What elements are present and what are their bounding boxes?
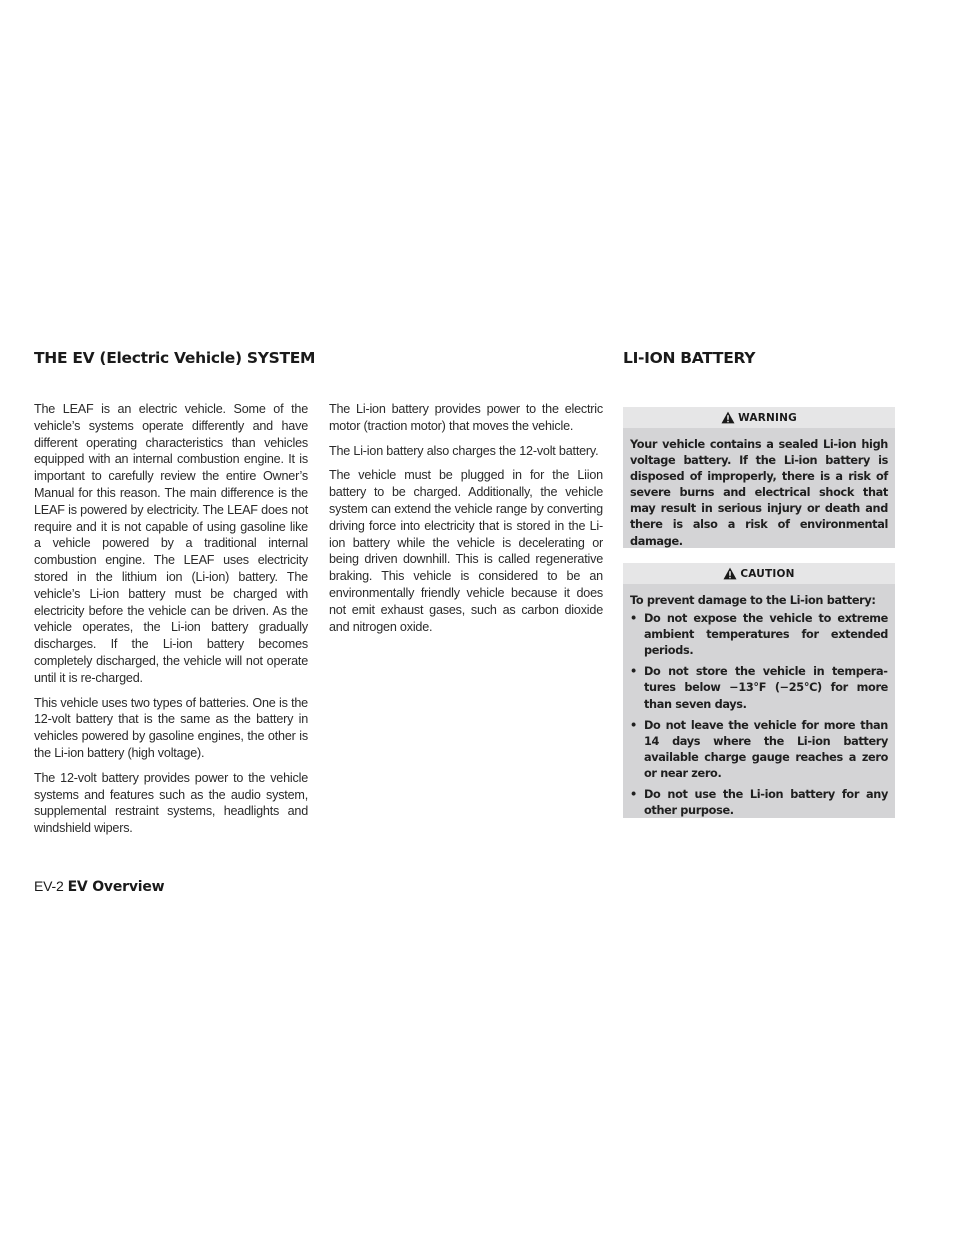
paragraph: The LEAF is an electric vehicle. Some of the vehicle’s systems operate differently and have different operating characteristics than vehicles equipped with an internal combustion engine. It is important to carefully review the entire Owner’s Manual for this reason. The main difference is the LEAF is powered by electricity. The LEAF does not require and it is not capable of using gasoline like a vehicle powered by a traditional internal combustion engine. The LEAF uses electricity stored in the lithium ion (Li-ion) battery. The vehicle’s Li-ion battery must be charged with electricity before the vehicle can be driven. As the vehicle operates, the Li-ion battery gradually discharges. If the Li-ion battery becomes completely discharged, the vehicle will not operate until it is re-charged. xyxy=(34,402,308,685)
page-footer xyxy=(34,878,164,895)
paragraph: The Li-ion battery also charges the 12-volt battery. xyxy=(329,443,599,458)
paragraph: The vehicle must be plugged in for the Liion battery to be charged. Additionally, the vehicle system can extend the vehicle range by converting driving force into electricity that is stored in the Li-ion battery while the vehicle is decelerating or being driven downhill. This is called regenerative braking. This vehicle is considered to be an environmentally friendly vehicle because it does not emit exhaust gases, such as carbon dioxide and nitrogen oxide. xyxy=(329,468,603,634)
paragraph: The Li-ion battery provides power to the electric motor (traction motor) that moves the vehicle. xyxy=(329,402,603,433)
warning-triangle-icon xyxy=(721,411,735,424)
paragraph: This vehicle uses two types of batteries. One is the 12-volt battery that is the same as the battery in vehicles powered by gasoline engines, the other is the Li-ion battery (high voltage). xyxy=(34,695,308,760)
caution-list xyxy=(630,611,888,819)
text-column-1 xyxy=(34,401,308,845)
caution-triangle-icon xyxy=(723,567,737,580)
list-item: • Do not use the Li-ion battery for any other purpose. xyxy=(630,787,888,819)
warning-box xyxy=(623,407,895,548)
paragraph: The 12-volt battery provides power to the vehicle systems and features such as the audio system, supplemental restraint systems, headlights and windshield wipers. xyxy=(34,770,308,836)
list-item: • Do not store the vehicle in temperatures below −13°F (−25°C) for more than seven days. xyxy=(630,664,888,712)
warning-label: WARNING xyxy=(738,411,797,424)
section-name: EV Overview xyxy=(67,879,165,895)
list-item: • Do not leave the vehicle for more than 14 days where the Li-ion battery available charge gauge reaches a zero or near zero. xyxy=(630,718,888,782)
section-heading-ev-system: THE EV (Electric Vehicle) SYSTEM xyxy=(34,349,316,367)
caution-label: CAUTION xyxy=(740,567,795,580)
warning-text: Your vehicle contains a sealed Li-ion high voltage battery. If the Li-ion battery is disposed of improperly, there is a risk of severe burns and electrical shock that may result in serious injury or death and there is also a risk of environmental damage. xyxy=(630,438,888,548)
caution-header xyxy=(623,563,895,584)
caution-intro: To prevent damage to the Li-ion battery: xyxy=(630,594,876,607)
text-column-2 xyxy=(329,401,603,643)
page-number: EV-2 xyxy=(34,878,64,894)
list-item: • Do not expose the vehicle to extreme ambient temperatures for extended periods. xyxy=(630,611,888,659)
warning-header xyxy=(623,407,895,428)
section-heading-li-ion-battery: LI-ION BATTERY xyxy=(623,349,756,367)
caution-box xyxy=(623,563,895,818)
